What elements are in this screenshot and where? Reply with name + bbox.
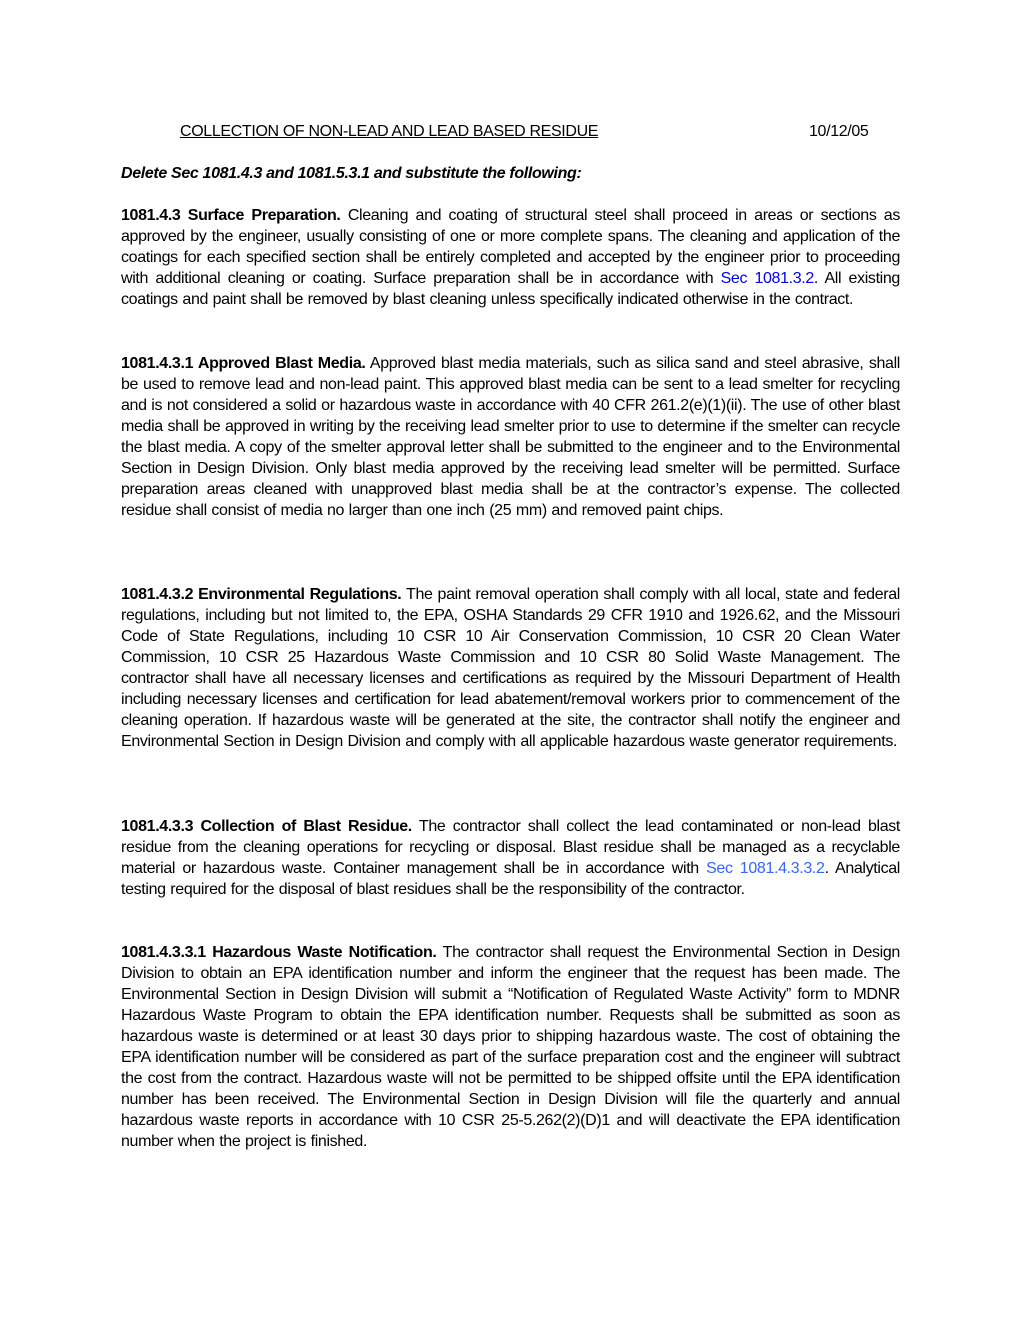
section-heading: 1081.4.3.1 Approved Blast Media.: [121, 355, 366, 372]
sec-1081-3-2-link[interactable]: Sec 1081.3.2: [720, 270, 814, 287]
document-date: 10/12/05: [809, 123, 869, 140]
instruction-line: Delete Sec 1081.4.3 and 1081.5.3.1 and substitute the following:: [121, 165, 582, 182]
section-environmental-regulations: [121, 584, 900, 752]
section-text: . All existing coatings and paint shall be removed by blast cleaning unless specifically indicated otherwise in the contract.: [121, 270, 900, 308]
sec-1081-4-3-3-2-link[interactable]: Sec 1081.4.3.3.2: [706, 860, 825, 877]
section-heading: 1081.4.3.2 Environmental Regulations.: [121, 586, 402, 603]
section-text: . Analytical testing required for the disposal of blast residues shall be the responsibility of the contractor.: [121, 860, 900, 898]
section-collection-of-blast-residue: [121, 816, 900, 900]
section-surface-preparation: [121, 205, 900, 310]
section-approved-blast-media: [121, 353, 900, 521]
section-hazardous-waste-notification: [121, 942, 900, 1152]
section-heading: 1081.4.3 Surface Preparation.: [121, 207, 341, 224]
section-heading: 1081.4.3.3 Collection of Blast Residue.: [121, 818, 412, 835]
document-header: [121, 121, 900, 142]
section-text: The contractor shall collect the lead contaminated or non-lead blast residue from the cleaning operations for recycling or disposal. Blast residue shall be managed as a recyclable material or hazardous waste. Container management shall be in accordance with: [121, 818, 900, 877]
section-text: Cleaning and coating of structural steel shall proceed in areas or sections as approved by the engineer, usually consisting of one or more complete spans. The cleaning and application of the coatings for each specified section shall be entirely completed and accepted by the engineer prior to proceeding with additional cleaning or coating. Surface preparation shall be in accordance with: [121, 207, 901, 287]
section-text: The contractor shall request the Environmental Section in Design Division to obtain an EPA identification number and inform the engineer that the request has been made. The Environmental Section in Design Division will submit a “Notification of Regulated Waste Activity” form to MDNR Hazardous Waste Program to obtain the EPA identification number. Requests shall be submitted as soon as hazardous waste is determined or at least 30 days prior to shipping hazardous waste. The cost of obtaining the EPA identification number will be considered as part of the surface preparation cost and the engineer will subtract the cost from the contract. Hazardous waste will not be permitted to be shipped offsite until the EPA identification number has been received. The Environmental Section in Design Division will file the quarterly and annual hazardous waste reports in accordance with 10 CSR 25-5.262(2)(D)1 and will deactivate the EPA identification number when the project is finished.: [121, 944, 900, 1150]
section-heading: 1081.4.3.3.1 Hazardous Waste Notification.: [121, 944, 437, 961]
document-title: COLLECTION OF NON-LEAD AND LEAD BASED RESIDUE: [180, 123, 599, 140]
section-text: Approved blast media materials, such as silica sand and steel abrasive, shall be used to remove lead and non-lead paint. This approved blast media can be sent to a lead smelter for recycling and is not considered a solid or hazardous waste in accordance with 40 CFR 261.2(e)(1)(ii). The use of other blast media shall be approved in writing by the receiving lead smelter prior to use to determine if the smelter can recycle the blast media. A copy of the smelter approval letter shall be submitted to the engineer and to the Environmental Section in Design Division. Only blast media approved by the receiving lead smelter will be permitted. Surface preparation areas cleaned with unapproved blast media shall be at the contractor’s expense. The collected residue shall consist of media no larger than one inch (25 mm) and removed paint chips.: [121, 355, 901, 519]
section-text: The paint removal operation shall comply with all local, state and federal regulations, including but not limited to, the EPA, OSHA Standards 29 CFR 1910 and 1926.62, and the Missouri Code of State Regulations, including 10 CSR 10 Air Conservation Commission, 10 CSR 20 Clean Water Commission, 10 CSR 25 Hazardous Waste Commission and 10 CSR 80 Solid Waste Management. The contractor shall have all necessary licenses and certifications as required by the Missouri Department of Health including necessary licenses and certification for lead abatement/removal workers prior to commencement of the cleaning operation. If hazardous waste will be generated at the site, the contractor shall notify the engineer and Environmental Section in Design Division and comply with all applicable hazardous waste generator requirements.: [121, 586, 900, 750]
